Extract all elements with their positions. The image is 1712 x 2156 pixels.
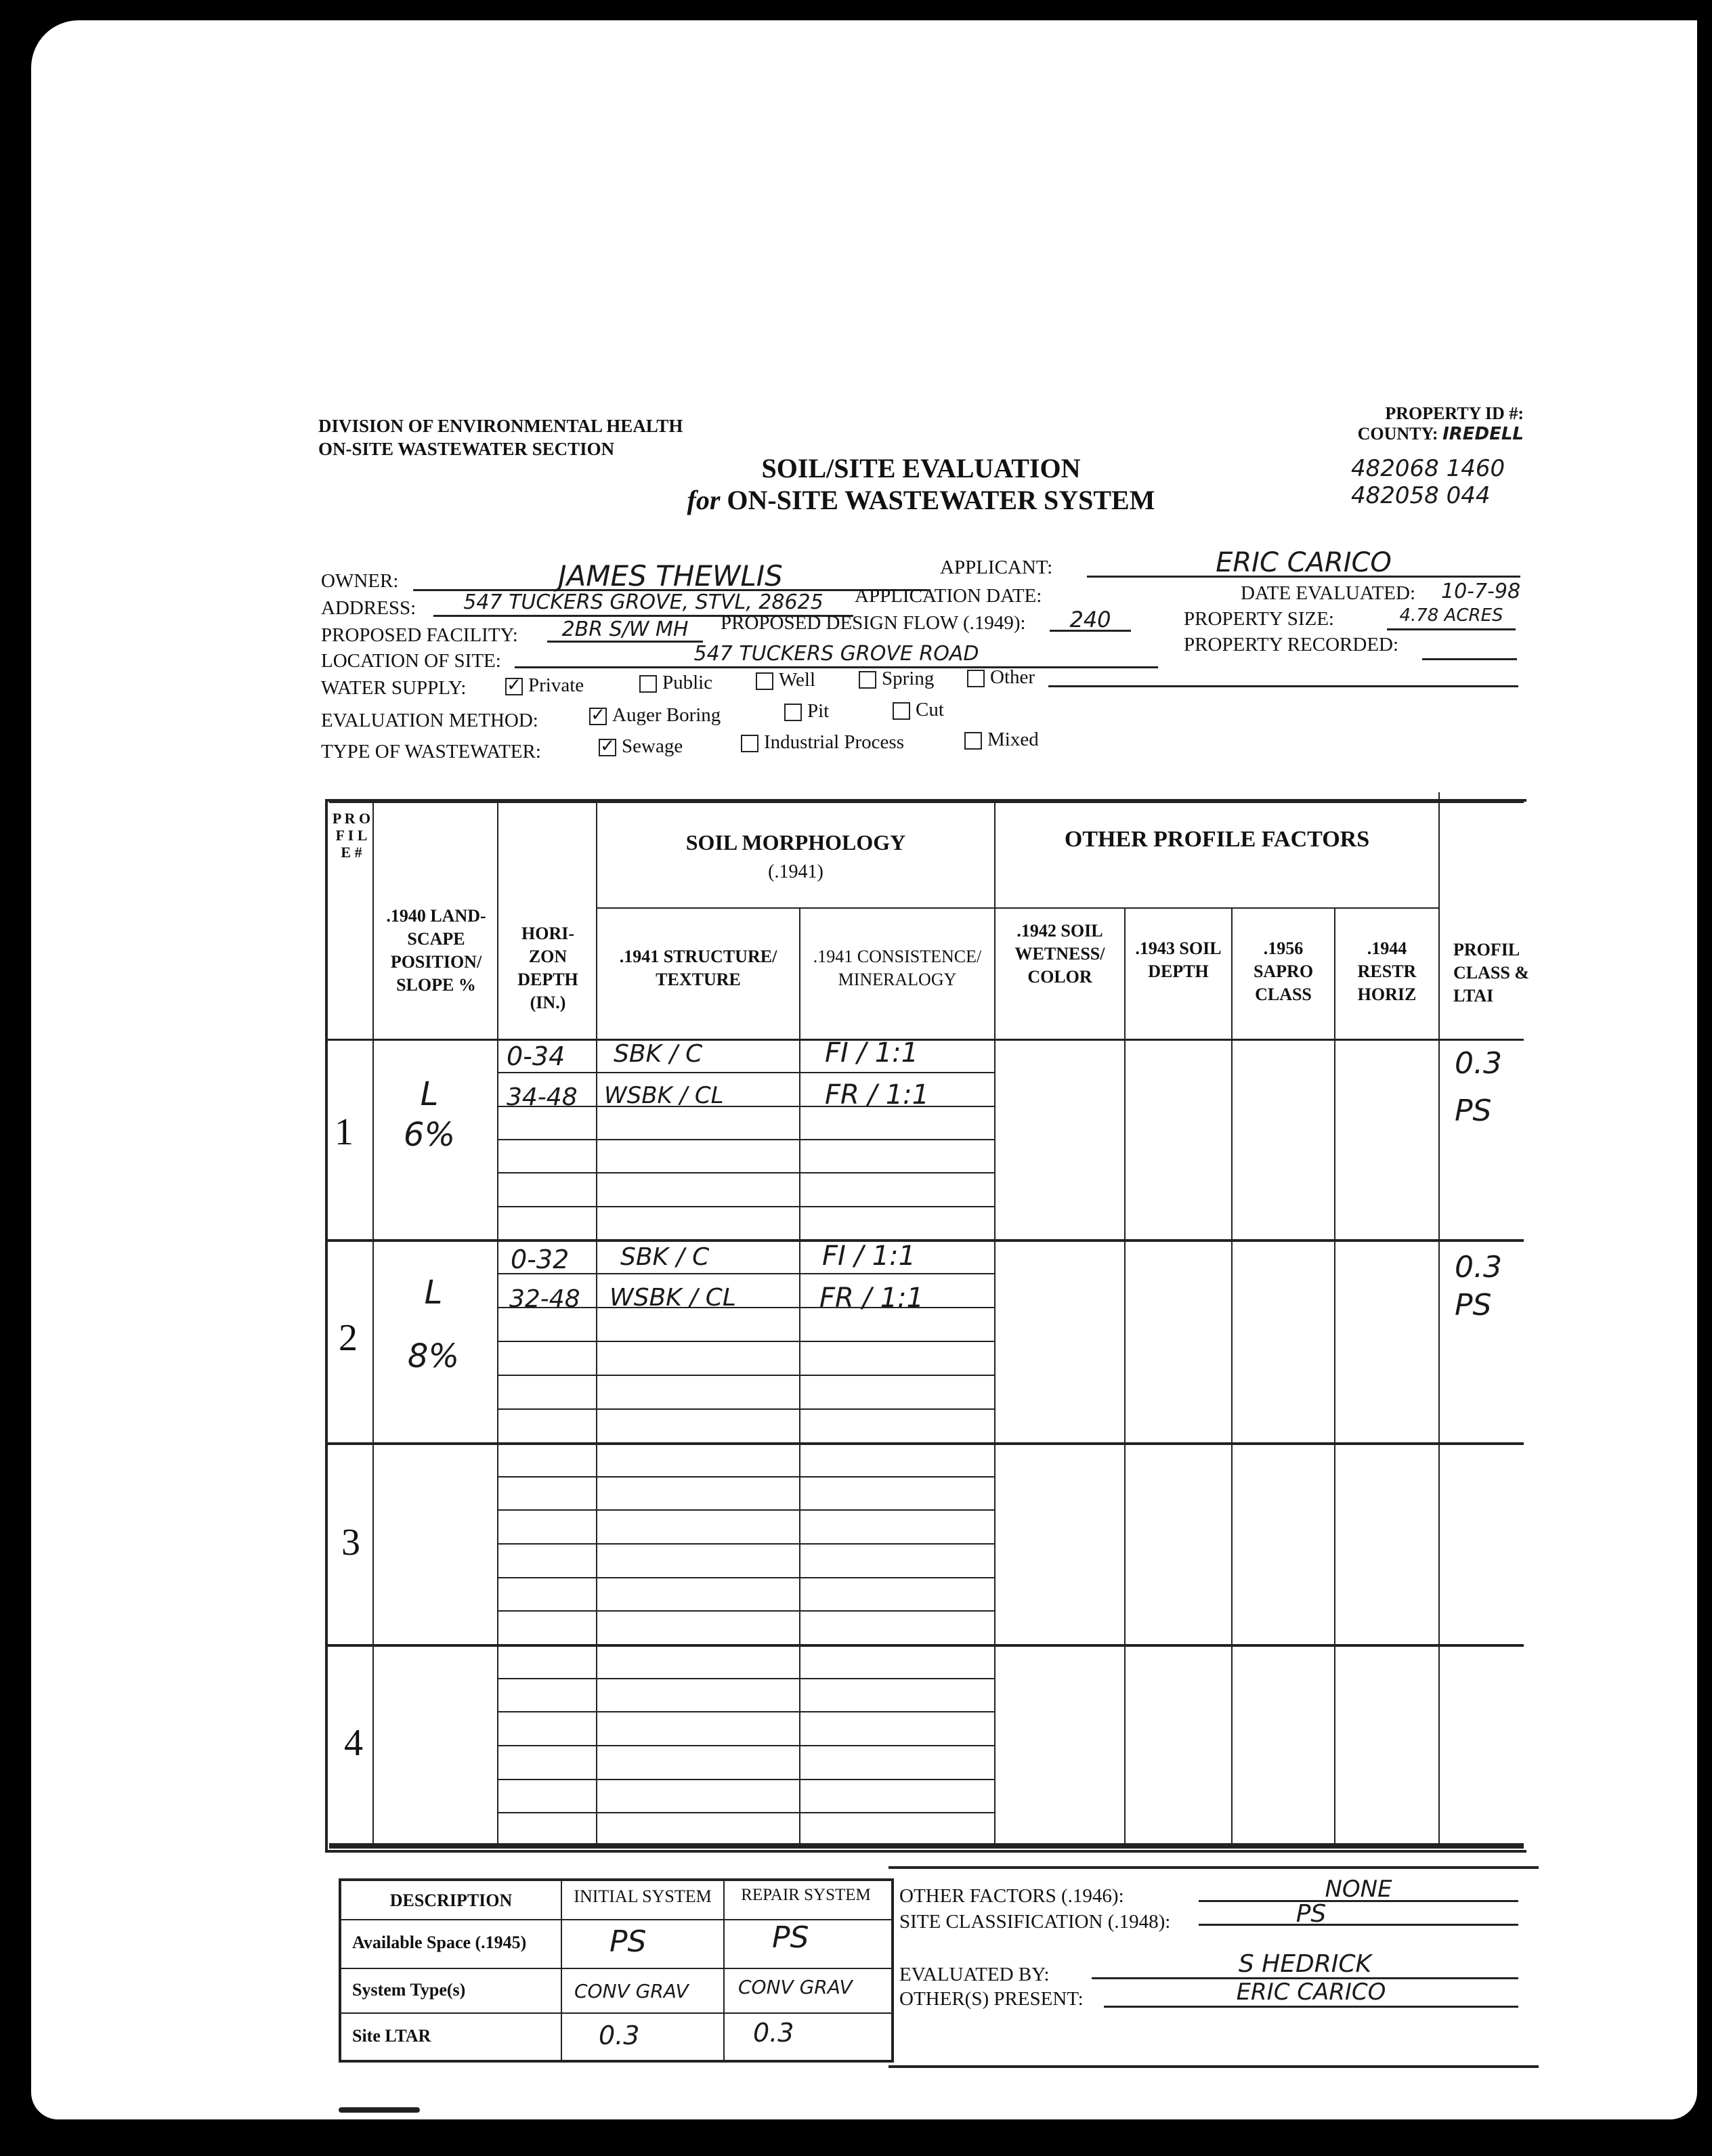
checkbox-checked-icon (599, 739, 616, 756)
horizon-row-line (498, 1711, 994, 1712)
horizon-row-line (498, 1745, 994, 1746)
address-label: ADDRESS: (321, 597, 416, 619)
profile-number-1: 1 (335, 1111, 354, 1153)
title-line-1: SOIL/SITE EVALUATION (761, 453, 1081, 483)
application-date-label: APPLICATION DATE: (855, 585, 1042, 607)
wastewater-type-label: TYPE OF WASTEWATER: (321, 741, 541, 762)
division-label: DIVISION OF ENVIRONMENTAL HEALTH (318, 416, 683, 436)
horizon-row-line (498, 1476, 994, 1478)
water-well-option[interactable]: Well (756, 669, 815, 691)
water-public-option[interactable]: Public (639, 672, 712, 694)
checkbox-icon (639, 675, 657, 693)
horizon-row-line (498, 1408, 994, 1410)
profile-number-header: P R O F I L E # (332, 810, 371, 861)
restr-horiz-header: .1944 RESTR HORIZ (1357, 939, 1417, 1004)
sewage-option[interactable]: ✓ Sewage (599, 735, 683, 758)
horizon-row-line (498, 1678, 994, 1679)
profile-number-3: 3 (341, 1522, 360, 1564)
landscape-header: .1940 LAND- SCAPE POSITION/ SLOPE % (386, 906, 486, 995)
property-recorded-label: PROPERTY RECORDED: (1184, 634, 1399, 655)
checkbox-icon (859, 671, 876, 689)
industrial-process-option[interactable]: Industrial Process (741, 731, 904, 754)
table-bottom-rule (329, 1843, 1524, 1849)
scan-mark (339, 2107, 420, 2113)
profile-class-header: PROFIL CLASS & LTAI (1453, 940, 1529, 1006)
horizon-row-line (498, 1610, 994, 1612)
design-flow-label: PROPOSED DESIGN FLOW (.1949): (721, 612, 1026, 634)
proposed-facility-value: 2BR S/W MH (547, 618, 703, 643)
cut-option[interactable]: Cut (893, 699, 944, 721)
mixed-option[interactable]: Mixed (964, 729, 1039, 751)
pit-option[interactable]: Pit (784, 700, 829, 723)
section-label: ON-SITE WASTEWATER SECTION (318, 439, 615, 459)
form-title (650, 452, 1192, 516)
horizon-row-line (498, 1375, 994, 1376)
checkbox-icon (756, 672, 773, 690)
horizon-row-line (498, 1779, 994, 1780)
horizon-row-line (498, 1172, 994, 1173)
property-size-label: PROPERTY SIZE: (1184, 608, 1334, 630)
property-id-block: PROPERTY ID #: COUNTY: IREDELL (1357, 404, 1524, 444)
water-other-option[interactable]: Other (967, 666, 1035, 689)
date-evaluated-value: 10-7-98 (1441, 580, 1521, 603)
soil-depth-header: .1943 SOIL DEPTH (1135, 939, 1222, 981)
horizon-row-line (498, 1543, 994, 1545)
horizon-row-line (498, 1206, 994, 1207)
horizon-row-line (498, 1341, 994, 1342)
agency-header (318, 414, 683, 460)
checkbox-icon (967, 670, 985, 687)
checkbox-icon (741, 735, 758, 752)
property-size-value: 4.78 ACRES (1387, 605, 1516, 630)
water-other-line (1048, 666, 1518, 687)
proposed-facility-label: PROPOSED FACILITY: (321, 624, 518, 646)
applicant-value: ERIC CARICO (1087, 547, 1520, 578)
profile-2-class: 0.3 PS (1455, 1250, 1502, 1322)
property-ids: 482068 1460 482058 044 (1351, 455, 1505, 509)
owner-value: JAMES THEWLIS (413, 559, 928, 591)
location-label: LOCATION OF SITE: (321, 650, 501, 672)
horizon-row-line (498, 1273, 994, 1274)
owner-label: OWNER: (321, 570, 399, 592)
title-line-2: for ON-SITE WASTEWATER SYSTEM (687, 485, 1155, 515)
checkbox-checked-icon (505, 678, 523, 695)
horizon-row-line (498, 1812, 994, 1813)
water-private-option[interactable]: ✓ Private (505, 674, 584, 697)
design-flow-value: 240 (1050, 607, 1131, 632)
date-evaluated-label: DATE EVALUATED: (1241, 582, 1416, 604)
profile-number-4: 4 (344, 1722, 363, 1764)
structure-texture-header: .1941 STRUCTURE/ TEXTURE (619, 947, 777, 989)
checkbox-icon (893, 702, 910, 720)
checkbox-icon (964, 732, 982, 750)
table-top-rule (329, 799, 1524, 803)
property-recorded-line (1422, 642, 1517, 660)
auger-boring-option[interactable]: ✓ Auger Boring (589, 704, 721, 727)
horizon-row-line (498, 1509, 994, 1511)
horizon-row-line (498, 1072, 994, 1073)
profile-1-landscape: L 6% (403, 1075, 456, 1154)
profile-2-landscape: L 8% (407, 1274, 460, 1375)
water-spring-option[interactable]: Spring (859, 668, 934, 690)
other-profile-factors-header: OTHER PROFILE FACTORS (1064, 827, 1370, 852)
soil-morphology-header: SOIL MORPHOLOGY (.1941) (685, 830, 906, 882)
horizon-row-line (498, 1139, 994, 1140)
checkbox-checked-icon (589, 708, 607, 725)
county-value: IREDELL (1442, 424, 1524, 444)
profile-1-class: 0.3 PS (1455, 1046, 1502, 1128)
location-value: 547 TUCKERS GROVE ROAD (515, 642, 1158, 668)
consistence-header: .1941 CONSISTENCE/ MINERALOGY (813, 947, 982, 989)
applicant-label: APPLICANT: (940, 557, 1053, 578)
evaluation-method-label: EVALUATION METHOD: (321, 710, 538, 731)
horizon-row-line (498, 1577, 994, 1578)
checkbox-icon (784, 704, 802, 721)
address-value: 547 TUCKERS GROVE, STVL, 28625 (433, 590, 853, 617)
sapro-class-header: .1956 SAPRO CLASS (1253, 939, 1314, 1004)
profile-number-2: 2 (339, 1317, 358, 1359)
water-supply-label: WATER SUPPLY: (321, 677, 467, 699)
soil-wetness-header: .1942 SOIL WETNESS/ COLOR (1014, 921, 1105, 987)
horizon-depth-header: HORI- ZON DEPTH (IN.) (517, 924, 578, 1012)
